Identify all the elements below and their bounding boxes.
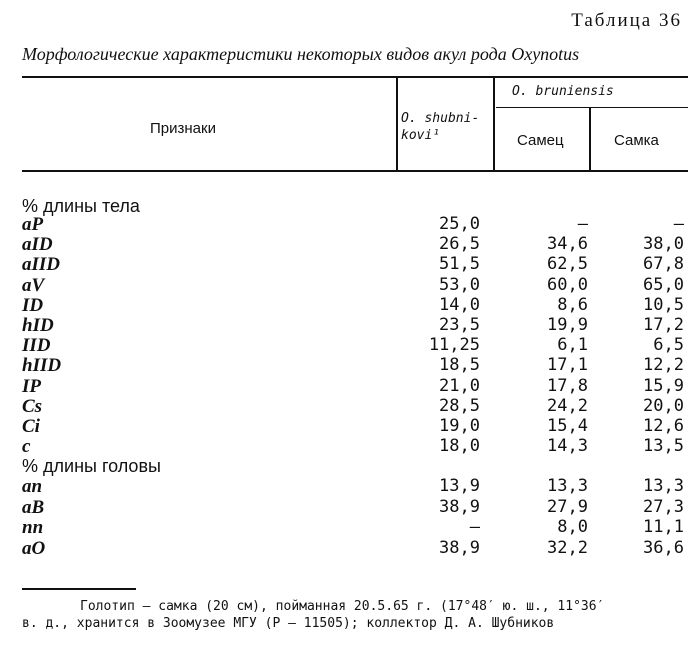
value-o-shubnikovi: 26,5 [439,234,480,255]
table-row [0,275,692,295]
footnote-line-2: в. д., хранится в Зоомузее МГУ (Р — 11505); коллектор Д. А. Шубников [22,616,555,631]
table-row [0,436,692,456]
row-label: IP [22,375,41,397]
col-separator-1 [396,78,398,170]
row-label: Ci [22,416,40,437]
value-o-shubnikovi: 11,25 [428,335,480,356]
value-female: — [673,214,684,234]
header-o-shubnikovi [401,110,491,144]
footnote [22,598,687,632]
value-female: 12,2 [643,355,684,376]
row-label: aID [22,234,53,256]
value-male: 15,4 [547,416,588,436]
value-female: 10,5 [643,294,684,315]
value-male: 13,3 [547,476,588,496]
header-bottom-rule [22,170,688,172]
table-row [0,416,692,436]
value-female: 27,3 [643,496,684,517]
row-label: aP [22,214,44,235]
footnote-line-1: Голотип — самка (20 см), пойманная 20.5.65 г. (17°48′ ю. ш., 11°36′ [80,599,605,614]
value-o-shubnikovi: 23,5 [439,315,480,335]
value-female: 13,5 [643,436,684,457]
value-o-shubnikovi: 13,9 [439,476,480,496]
header-features: Признаки [150,120,216,137]
value-female: 20,0 [643,395,684,416]
value-female: 67,8 [643,254,684,275]
value-female: 15,9 [643,375,684,396]
table-row [0,214,692,234]
value-male: 62,5 [547,254,588,275]
row-label: ID [22,294,44,316]
value-o-shubnikovi: 51,5 [439,254,480,275]
row-label: aIID [22,254,61,276]
value-female: 12,6 [643,416,684,436]
section-body-length-title: % длины тела [22,196,140,216]
table-row [0,355,692,375]
row-label: hID [22,315,54,336]
value-male: 27,9 [547,496,588,517]
value-male: 60,0 [547,274,588,295]
row-label: aB [22,496,45,518]
value-male: 34,6 [547,234,588,255]
value-o-shubnikovi: 19,0 [439,416,480,436]
value-male: 19,9 [547,315,588,335]
value-female: 65,0 [643,274,684,295]
row-label: aV [22,274,45,296]
value-female: 6,5 [653,335,684,356]
value-o-shubnikovi: 38,9 [439,496,480,517]
header-male: Самец [517,132,564,149]
col-separator-3 [589,108,591,170]
value-o-shubnikovi: 21,0 [439,375,480,396]
section-head-length-title: % длины головы [22,456,161,476]
value-female: 38,0 [643,234,684,255]
table-row [0,315,692,335]
group-rule [496,107,688,108]
value-female: 17,2 [643,315,684,335]
row-label: aO [22,537,46,559]
value-female: 36,6 [643,537,684,558]
table-row [0,376,692,396]
section-head-length [22,456,161,477]
value-male: 6,1 [557,335,588,356]
value-male: 8,0 [557,517,588,537]
table-row [0,538,692,558]
row-label: c [22,436,31,458]
value-male: 8,6 [557,294,588,315]
value-female: 11,1 [643,517,684,537]
header-female: Самка [614,132,659,149]
value-male: 14,3 [547,436,588,457]
table-row [0,476,692,496]
row-label: hIID [22,355,62,377]
value-o-shubnikovi: 14,0 [439,294,480,315]
value-male: 17,1 [547,355,588,376]
header-o-shubnikovi-text: O. shubni-kovi¹ [401,111,480,143]
value-female: 13,3 [643,476,684,496]
row-label: Cs [22,395,43,417]
value-o-shubnikovi: — [469,517,480,537]
row-label: an [22,476,43,497]
footnote-rule [22,588,136,590]
table-row [0,497,692,517]
table-row [0,295,692,315]
value-o-shubnikovi: 25,0 [439,214,480,234]
header-top-rule [22,76,688,78]
table-row [0,254,692,274]
table-row [0,335,692,355]
col-separator-2 [493,78,495,170]
table-row [0,234,692,254]
table-row [0,396,692,416]
value-o-shubnikovi: 18,0 [439,436,480,457]
value-o-shubnikovi: 53,0 [439,274,480,295]
value-o-shubnikovi: 38,9 [439,537,480,558]
value-male: — [577,214,588,234]
table-number: Таблица 36 [571,10,682,31]
value-o-shubnikovi: 28,5 [439,395,480,416]
table-caption: Морфологические характеристики некоторых видов акул рода Oxynotus [22,44,580,64]
row-label: nn [22,517,44,538]
row-label: IID [22,335,51,357]
table-row [0,517,692,537]
header-o-bruniensis: O. bruniensis [512,84,614,99]
value-o-shubnikovi: 18,5 [439,355,480,376]
value-male: 17,8 [547,375,588,396]
value-male: 24,2 [547,395,588,416]
value-male: 32,2 [547,537,588,558]
